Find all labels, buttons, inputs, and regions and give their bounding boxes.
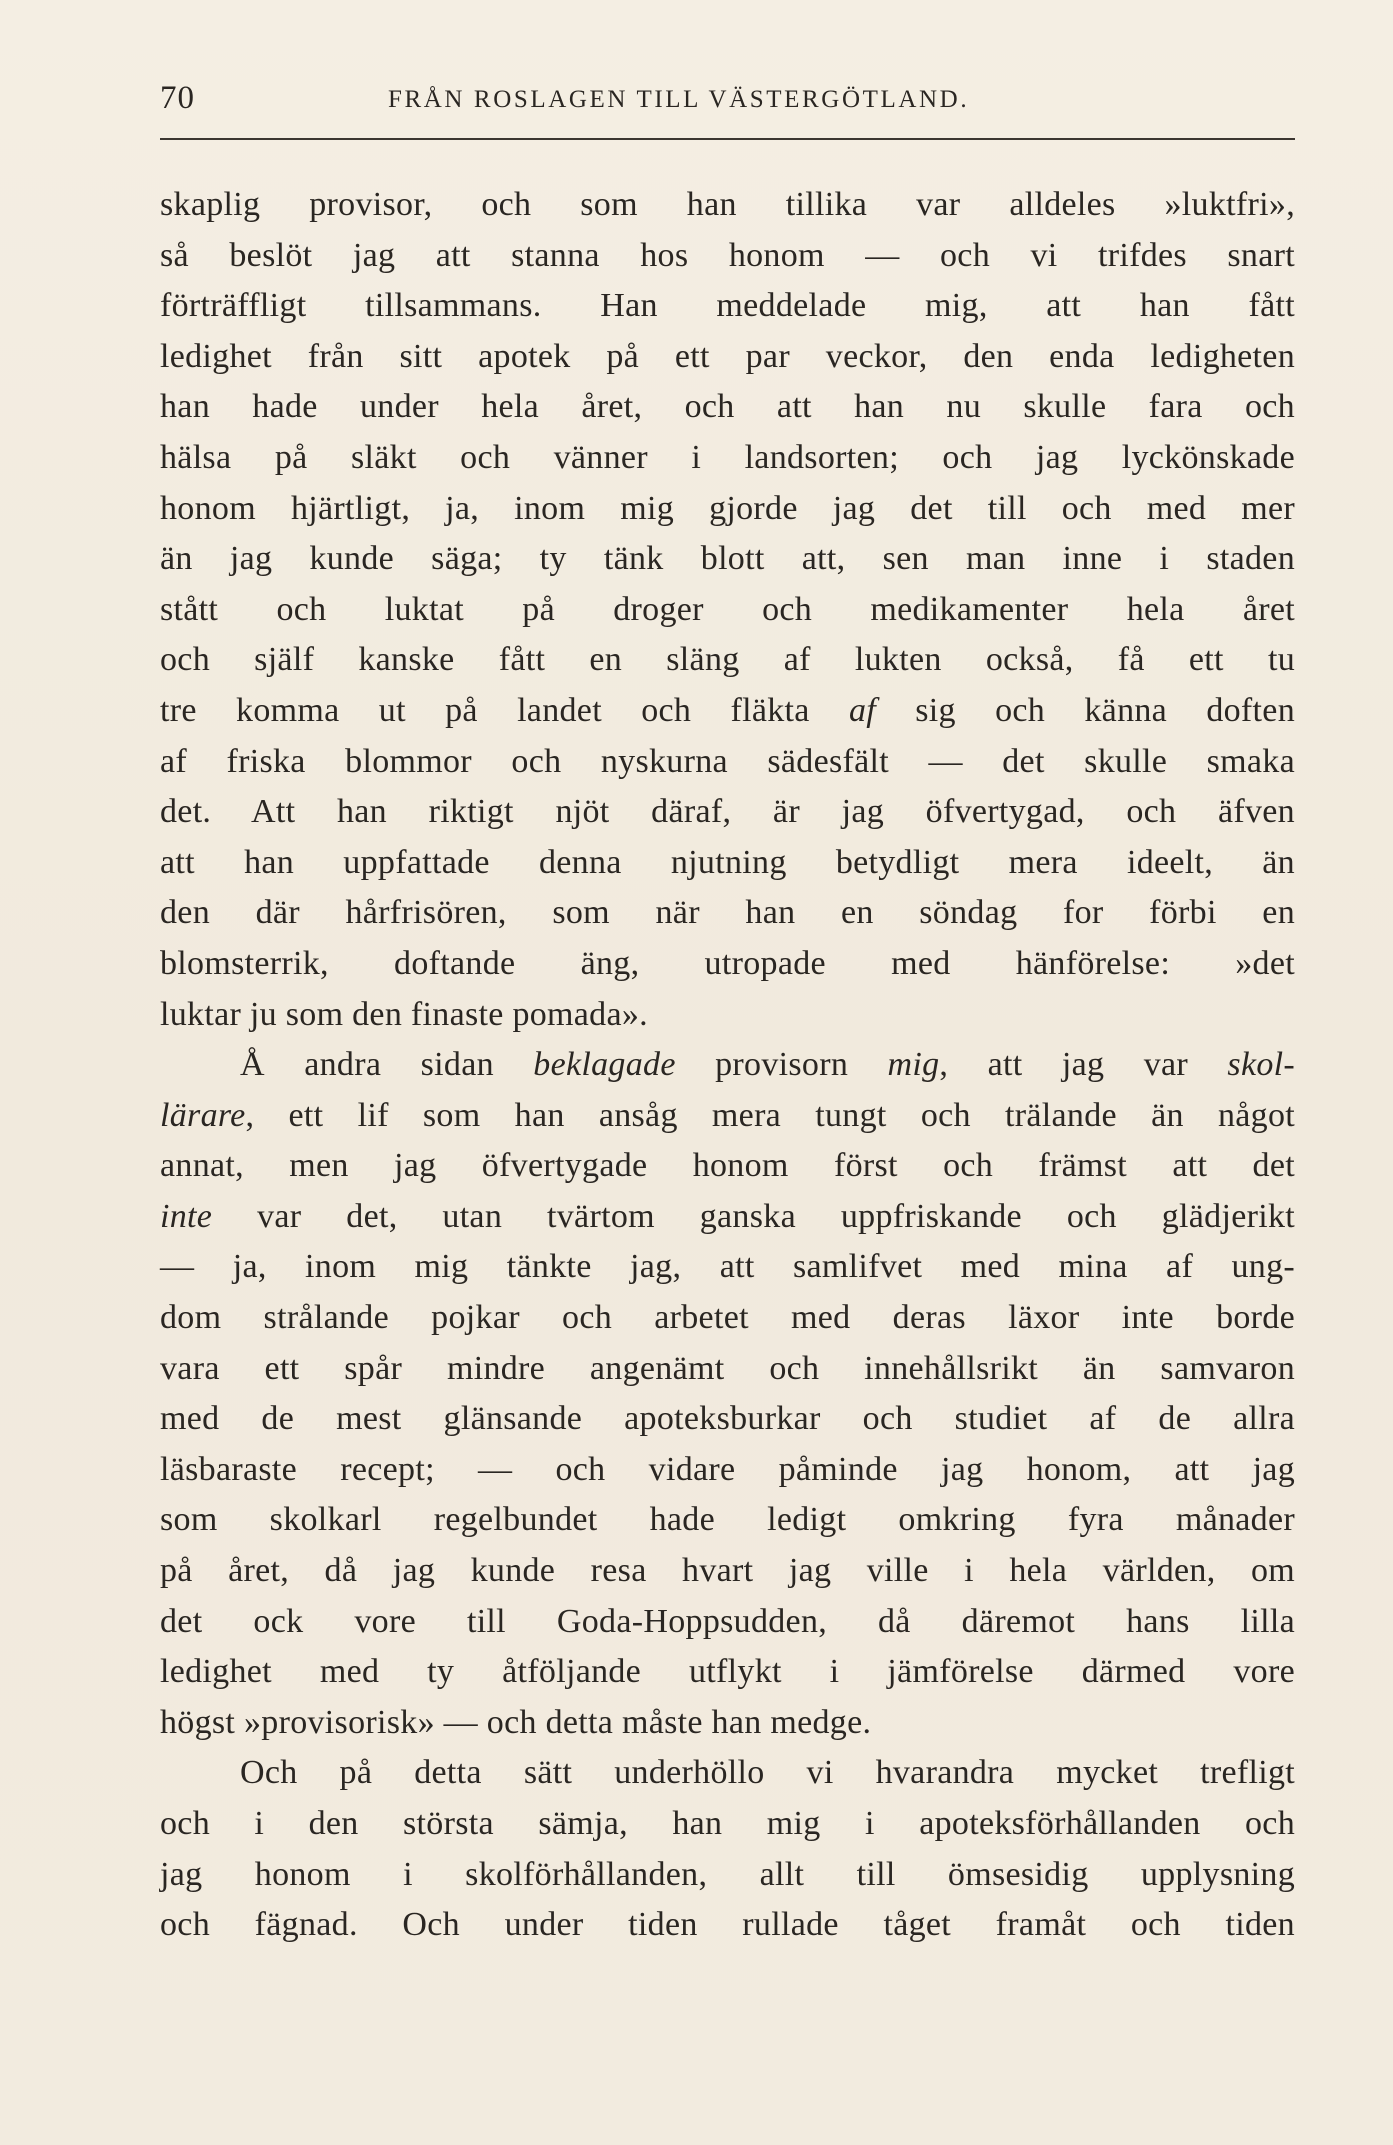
- text-segment: tre komma ut på landet och fläkta: [160, 691, 849, 729]
- text-segment: sig och känna doften: [876, 691, 1295, 729]
- text-line: — ja, inom mig tänkte jag, att samlifvet med mina af ung-: [160, 1248, 1295, 1286]
- text-line: [160, 1192, 1295, 1243]
- text-line: luktar ju som den finaste pomada».: [160, 995, 648, 1033]
- text-line: och själf kanske fått en släng af lukten också, få ett tu: [160, 641, 1295, 679]
- text-line: det. Att han riktigt njöt däraf, är jag öfvertygad, och äfven: [160, 793, 1295, 831]
- italic-word: inte: [160, 1197, 213, 1235]
- text-line: den där hårfrisören, som när han en söndag for förbi en: [160, 894, 1295, 932]
- text-line: dom strålande pojkar och arbetet med deras läxor inte borde: [160, 1299, 1295, 1337]
- italic-word: skol-: [1227, 1046, 1295, 1084]
- text-line: [160, 686, 1295, 737]
- text-line: skaplig provisor, och som han tillika var alldeles »luktfri»,: [160, 186, 1295, 223]
- text-segment: var det, utan tvärtom ganska uppfriskande och glädjerikt: [212, 1197, 1295, 1235]
- page-number: 70: [160, 80, 195, 116]
- text-line: Och på detta sätt underhöllo vi hvarandra mycket trefligt: [240, 1754, 1295, 1792]
- text-segment: Å andra sidan: [240, 1046, 534, 1084]
- text-line: vara ett spår mindre angenämt och innehållsrikt än samvaron: [160, 1349, 1295, 1387]
- text-line: jag honom i skolförhållanden, allt till ömsesidig upplysning: [160, 1855, 1295, 1893]
- text-line: och i den största sämja, han mig i apoteksförhållanden och: [160, 1805, 1295, 1842]
- text-line: ledighet med ty åtföljande utflykt i jämförelse därmed vore: [160, 1653, 1295, 1691]
- text-segment: , ett lif som han ansåg mera tungt och trälande än något: [245, 1096, 1295, 1134]
- text-line: hälsa på släkt och vänner i landsorten; och jag lyckönskade: [160, 438, 1295, 476]
- text-line: stått och luktat på droger och medikamenter hela året: [160, 590, 1295, 628]
- text-line: förträffligt tillsammans. Han meddelade mig, att han fått: [160, 287, 1295, 325]
- text-line: [160, 1091, 1295, 1142]
- text-line: honom hjärtligt, ja, inom mig gjorde jag det till och med mer: [160, 489, 1295, 527]
- text-line: att han uppfattade denna njutning betydligt mera ideelt, än: [160, 843, 1295, 881]
- italic-word: lärare: [160, 1096, 246, 1134]
- text-line: ledighet från sitt apotek på ett par veckor, den enda ledigheten: [160, 337, 1295, 375]
- italic-word: mig: [887, 1046, 940, 1084]
- text-line: af friska blommor och nyskurna sädesfält — det skulle smaka: [160, 742, 1295, 780]
- page-header: [160, 78, 1295, 118]
- text-line: läsbaraste recept; — och vidare påminde jag honom, att jag: [160, 1450, 1295, 1488]
- text-line: annat, men jag öfvertygade honom först och främst att det: [160, 1147, 1295, 1185]
- text-line: högst »provisorisk» — och detta måste han medge.: [160, 1703, 872, 1741]
- text-line: så beslöt jag att stanna hos honom — och vi trifdes snart: [160, 236, 1295, 274]
- text-segment: provisorn: [675, 1046, 888, 1084]
- text-segment: , att jag var: [939, 1046, 1228, 1084]
- italic-word: beklagade: [533, 1046, 676, 1084]
- text-line: med de mest glänsande apoteksburkar och studiet af de allra: [160, 1400, 1295, 1438]
- text-line: [160, 1040, 1295, 1091]
- header-rule: [160, 138, 1295, 140]
- text-line: blomsterrik, doftande äng, utropade med hänförelse: »det: [160, 944, 1295, 982]
- running-head: FRÅN ROSLAGEN TILL VÄSTERGÖTLAND.: [388, 86, 970, 113]
- italic-word: af: [848, 691, 876, 729]
- text-line: på året, då jag kunde resa hvart jag ville i hela världen, om: [160, 1552, 1295, 1590]
- text-line: det ock vore till Goda-Hoppsudden, då däremot hans lilla: [160, 1602, 1295, 1640]
- text-line: och fägnad. Och under tiden rullade tåget framåt och tiden: [160, 1906, 1295, 1944]
- text-line: än jag kunde säga; ty tänk blott att, sen man inne i staden: [160, 540, 1295, 578]
- text-line: han hade under hela året, och att han nu skulle fara och: [160, 388, 1295, 426]
- text-line: som skolkarl regelbundet hade ledigt omkring fyra månader: [160, 1501, 1295, 1539]
- body-text: [160, 180, 1295, 1951]
